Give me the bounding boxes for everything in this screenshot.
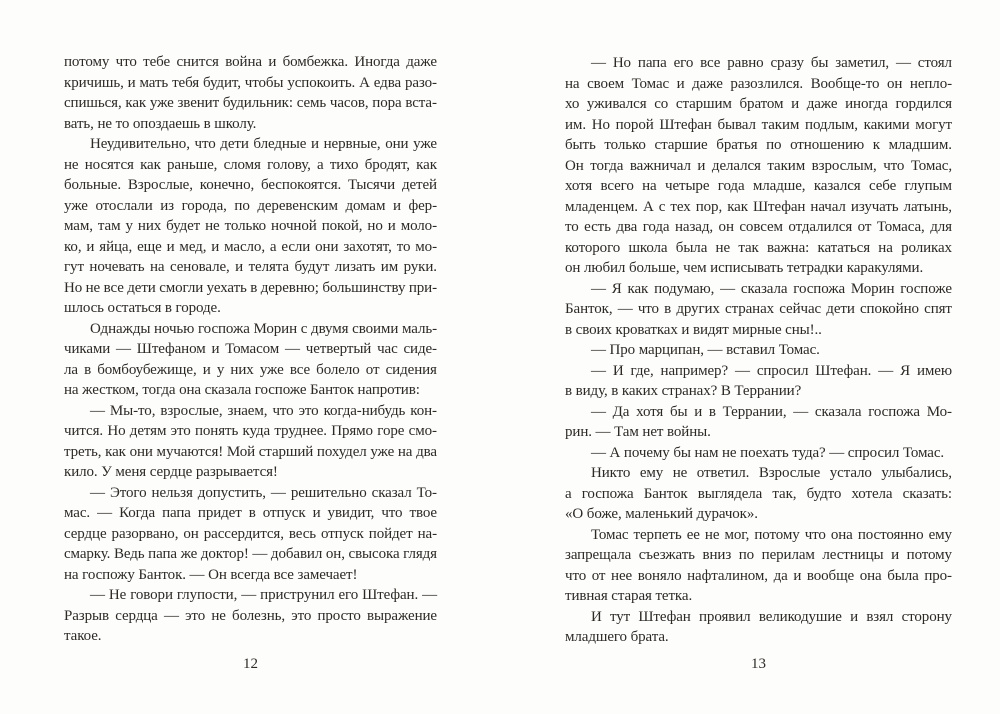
text-line: сердце разорвано, он рассердится, весь отпуск пойдет на- xyxy=(64,525,437,542)
text-line: чиками — Штефаном и Томасом — четвертый час сиде- xyxy=(64,341,437,357)
paragraph xyxy=(565,53,952,279)
text-line: Неудивительно, что дети бледные и нервные, они уже xyxy=(90,136,437,152)
text-line: мам, там у них будет не только ночной покой, но и моло- xyxy=(64,218,437,234)
text-line: тивная старая тетка. xyxy=(565,588,693,604)
text-line: шлось остаться в городе. xyxy=(64,300,221,316)
paragraph xyxy=(64,401,437,483)
text-line: запрещала съезжать вниз по перилам лестницы и потому xyxy=(565,547,952,563)
text-line: на своем Томас и даже разозлился. Вообще-то он непло- xyxy=(565,75,952,92)
text-line: — И где, например? — спросил Штефан. — Я имею xyxy=(591,362,952,379)
text-line: хотя всего на четыре года младше, казался себе глупым xyxy=(565,178,952,194)
text-line: Томас терпеть ее не мог, потому что она постоянно ему xyxy=(591,526,952,543)
text-line: а госпожа Банток выглядела так, будто хотела сказать: xyxy=(565,485,952,502)
text-line: чится. Но детям это понять куда труднее. Прямо горе смо- xyxy=(64,423,437,439)
paragraph xyxy=(64,52,437,134)
text-line: в своих кроватках и видят мирные сны!.. xyxy=(565,321,822,338)
text-line: ла в бомбоубежище, и у них уже все болело от сидения xyxy=(64,361,437,378)
text-line: кричишь, и мать тебя будит, чтобы успокоить. А едва разо- xyxy=(64,74,437,91)
text-line: быть только старшие братья по отношению к младшим. xyxy=(565,137,952,153)
text-line: потому что тебе снится война и бомбежка. Иногда даже xyxy=(64,54,437,70)
text-line: уже отослали из города, по деревенским домам и фер- xyxy=(64,197,437,214)
page-number-left: 12 xyxy=(243,656,258,672)
text-line: рин. — Там нет войны. xyxy=(565,424,711,440)
text-line: младшего брата. xyxy=(565,629,669,645)
text-line: такое. xyxy=(64,628,102,644)
text-line: ко, и яйца, еще и мед, и масло, а если они захотят, то мо- xyxy=(64,238,437,255)
text-line: больные. Взрослые, конечно, беспокоятся. Тысячи детей xyxy=(64,177,437,193)
text-line: хо уживался со старшим братом и даже иногда гордился xyxy=(565,96,952,112)
text-line: — Я как подумаю, — сказала госпожа Морин госпоже xyxy=(591,280,952,297)
text-line: — Но папа его все равно сразу бы заметил, — стоял xyxy=(591,55,952,71)
text-line: — Не говори глупости, — приструнил его Штефан. — xyxy=(90,587,437,603)
page-number-right: 13 xyxy=(751,656,766,672)
paragraph xyxy=(565,525,952,607)
paragraph xyxy=(64,134,437,319)
paragraph xyxy=(565,340,952,361)
text-line: на жестком, тогда она сказала госпоже Банток напротив: xyxy=(64,382,420,398)
paragraph xyxy=(64,319,437,401)
text-line: — Да хотя бы и в Террании, — сказала госпожа Мо- xyxy=(591,403,952,420)
text-line: которого школа была не так важна: кататься на роликах xyxy=(565,239,952,256)
paragraph xyxy=(64,585,437,647)
text-line: на госпожу Банток. — Он всегда все замечает! xyxy=(64,566,358,583)
text-line: спишься, как уже звенит будильник: семь часов, пора вста- xyxy=(64,95,437,111)
text-line: смарку. Ведь папа же доктор! — добавил он, свысока глядя xyxy=(64,546,437,562)
text-line: — Этого нельзя допустить, — решительно сказал То- xyxy=(90,484,437,501)
text-line: треть, как они мучаются! Мой старший похудел уже на два xyxy=(64,443,437,460)
text-line: — Про марципан, — вставил Томас. xyxy=(591,342,820,358)
text-line: — А почему бы нам не поехать туда? — спросил Томас. xyxy=(591,444,945,461)
text-line: Но не все дети смогли уехать в деревню; большинству при- xyxy=(64,279,437,296)
text-line: вать, не то опоздаешь в школу. xyxy=(64,115,257,132)
paragraph xyxy=(565,443,952,464)
text-line: «О боже, маленький дурачок». xyxy=(565,506,758,522)
text-line: он любил больше, чем исписывать тетрадки каракулями. xyxy=(565,260,924,276)
paragraph xyxy=(565,361,952,402)
paragraph xyxy=(64,483,437,586)
text-line: И тут Штефан проявил великодушие и взял сторону xyxy=(591,608,952,625)
page-left-text xyxy=(64,52,437,647)
page-right-text xyxy=(565,53,952,648)
paragraph xyxy=(565,402,952,443)
text-line: — Мы-то, взрослые, знаем, что это когда-нибудь кон- xyxy=(90,402,437,419)
text-line: не носятся как раньше, сломя голову, а тихо бродят, как xyxy=(64,156,437,173)
text-line: Однажды ночью госпожа Морин с двумя своими маль- xyxy=(90,320,437,337)
text-line: кило. У меня сердце разрывается! xyxy=(64,464,278,480)
text-line: гут ночевать на сеновале, и телята будут лизать им руки. xyxy=(64,259,437,275)
paragraph xyxy=(565,607,952,648)
text-line: что от нее воняло нафталином, да и вообще она была про- xyxy=(565,567,952,584)
text-line: Никто ему не ответил. Взрослые устало улыбались, xyxy=(591,465,952,481)
paragraph xyxy=(565,279,952,341)
paragraph xyxy=(565,463,952,525)
text-line: в виду, в каких странах? В Террании? xyxy=(565,383,802,399)
text-line: им. Но порой Штефан бывал таким подлым, какими могут xyxy=(565,116,952,133)
text-line: то есть два года назад, он совсем отдалился от Томаса, для xyxy=(565,219,952,235)
text-line: Банток, — что в других странах сейчас дети спокойно спят xyxy=(565,301,952,317)
text-line: младенцем. А с тех пор, как Штефан начал изучать латынь, xyxy=(565,198,952,215)
text-line: Он тогда важничал и делался таким взрослым, что Томас, xyxy=(565,157,952,174)
text-line: Разрыв сердца — это не болезнь, это просто выражение xyxy=(64,607,437,624)
text-line: мас. — Когда папа придет в отпуск и увидит, что твое xyxy=(64,505,437,521)
